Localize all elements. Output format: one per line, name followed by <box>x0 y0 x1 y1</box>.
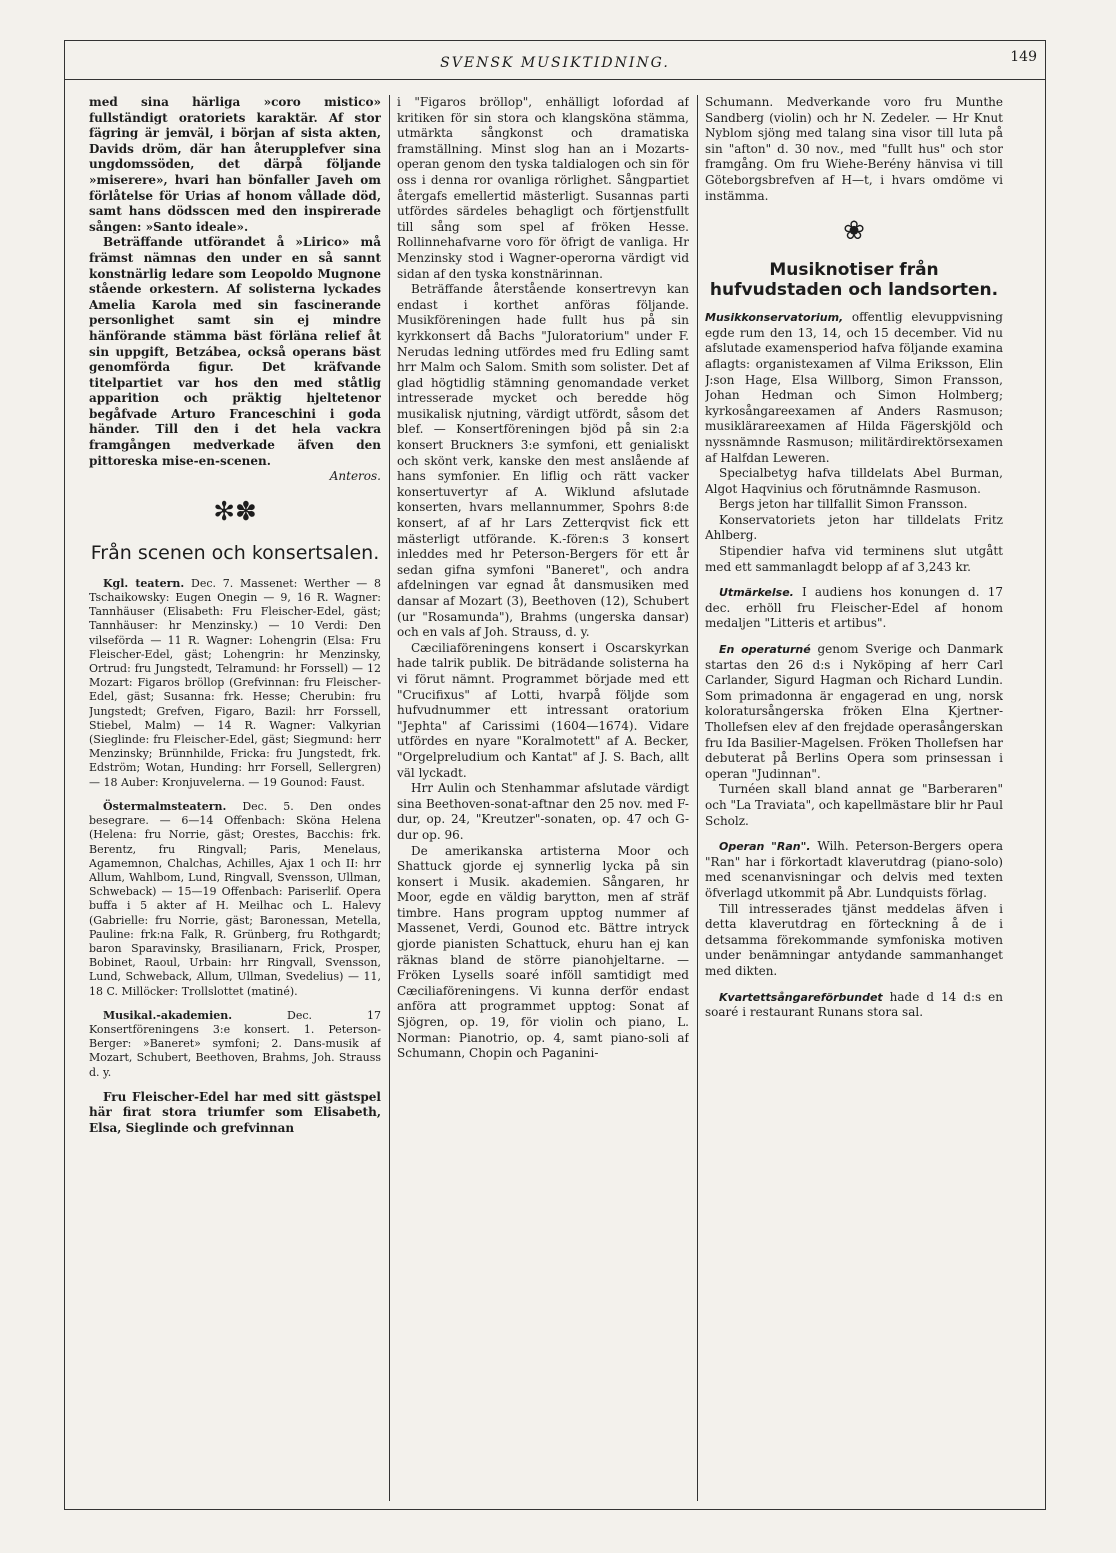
page-number: 149 <box>1010 49 1037 65</box>
article-paragraph: Schumann. Medverkande voro fru Munthe Sandberg (violin) och hr N. Zedeler. — Hr Knut Nyblom sjöng med talang sina visor till luta på sin "afton" d. 30 nov., med "fullt hus" och stor framgång. Om fru Wiehe-Berény hänvisa vi till Göteborgsbrefven af H—t, i hvars omdöme vi instämma. <box>705 95 1003 203</box>
notice-heading: Kvartettsångareförbundet <box>719 990 883 1004</box>
notice-text: offentlig elevuppvisning egde rum den 13, 14, och 15 december. Vid nu afslutade examensperiod hafva följande examina aflagts: organistexamen af Vilma Eriksson, Elin J:son Hage, Elsa Willborg, Simon Fransson, Johan Hedman och Simon Holmberg; kyrkosångareexamen af Anders Rasmuson; musiklärareexamen af Hilda Fägerskjöld och nyssnämnde Rasmuson; militärdirektörsexamen af Halfdan Leweren. <box>705 310 1003 465</box>
header-rule <box>65 79 1045 80</box>
article-paragraph: Stipendier hafva vid terminens slut utgått med ett sammanlagdt belopp af af 3,243 kr. <box>705 544 1003 574</box>
notice-heading: Operan "Ran". <box>719 840 811 854</box>
repertoire-entry <box>89 800 381 999</box>
notice-text: Wilh. Peterson-Bergers opera "Ran" har i förkortadt klaverutdrag (piano-solo) med scenanvisningar och delvis med texten öfverlagd utkommit på Abr. Lundquists förlag. <box>705 839 1003 900</box>
section-heading: Från scenen och konsertsalen. <box>90 541 380 564</box>
notice-entry <box>705 310 1003 466</box>
repertoire-entry <box>89 577 381 790</box>
article-paragraph: Cæciliaföreningens konsert i Oscarskyrkan hade talrik publik. De biträdande solisterna ha vi förut nämnt. Programmet började med ett "Crucifixus" af Lotti, hvarpå följde som hufvudnummer ett intressant oratorium "Jephta" af Carissimi (1604—1674). Vidare utfördes en nyare "Koralmotett" af A. Becker, "Orgelpreludium och Kantat" af J. S. Bach, allt väl lyckadt. <box>397 640 689 780</box>
repertoire-text: Dec. 17 Konsertföreningens 3:e konsert. 1. Peterson-Berger: »Baneret» symfoni; 2. Dans-musik af Mozart, Schubert, Beethoven, Brahms, Joh. Strauss d. y. <box>89 1008 381 1079</box>
opera-review-paragraph: med sina härliga »coro mistico» fullständigt oratoriets karaktär. Af stor fägring är jemväl, i början af sista akten, Davids dröm, där han återupplefver sina ungdomssöden, det därpå följande »miserere», hvari han bönfaller Javeh om förlåtelse för Urias af honom vållade död, samt hans dödsscen med den inspirerade sången: »Santo ideale». <box>89 95 381 234</box>
article-signature: Anteros. <box>329 469 381 484</box>
column-right <box>705 95 1003 1505</box>
notice-entry <box>705 839 1003 901</box>
column-middle <box>397 95 689 1505</box>
column-divider <box>697 95 698 1501</box>
article-paragraph: Konservatoriets jeton har tilldelats Fritz Ahlberg. <box>705 512 1003 543</box>
section-heading: Musiknotiser från hufvudstaden och landsorten. <box>709 260 999 301</box>
notice-heading: En operaturné <box>719 643 811 657</box>
article-paragraph: Turnéen skall bland annat ge "Barberaren" och "La Traviata", och kapellmästare blir hr Paul Scholz. <box>705 782 1003 828</box>
notice-entry <box>705 642 1003 782</box>
notice-text: genom Sverige och Danmark startas den 26 d:s i Nyköping af herr Carl Carlander, Sigurd Hagman och Richard Lundin. Som primadonna är engagerad en ung, norsk koloratursångerska fröken Elna Kjertner-Thollefsen elev af den frejdade operasångerskan fru Ida Basilier-Magelsen. Fröken Thollefsen har debuterat på Berlins Opera som prinsessan i operan "Judinnan". <box>705 642 1003 781</box>
repertoire-text: Dec. 7. Massenet: Werther — 8 Tschaikowsky: Eugen Onegin — 9, 16 R. Wagner: Tannhäuser (Elisabeth: Fru Fleischer-Edel, gäst; Tannhäuser: hr Menzinsky.) — 10 Verdi: Den vilseförda — 11 R. Wagner: Lohengrin (Elsa: Fru Fleischer-Edel, gäst; Lohengrin: hr Menzinsky, Ortrud: fru Jungstedt, Telramund: hr Forssell) — 12 Mozart: Figaros bröllop (Grefvinnan: fru Fleischer-Edel, gäst; Susanna: frk. Hesse; Cherubin: fru Jungstedt; Grefven, Figaro, Bazil: hrr Forssell, Stiebel, Malm) — 14 R. Wagner: Valkyrian (Sieglinde: fru Fleischer-Edel, gäst; Siegmund: herr Menzinsky; Brünnhilde, Fricka: fru Jungstedt, frk. Edström; Wotan, Hunding: hrr Forsell, Sellergren) — 18 Auber: Kronjuvelerna. — 19 Gounod: Faust. <box>89 576 381 789</box>
article-paragraph: Fru Fleischer-Edel har med sitt gästspel här firat stora triumfer som Elisabeth, Elsa, Sieglinde och grefvinnan <box>89 1089 381 1135</box>
newspaper-page <box>64 40 1046 1510</box>
column-divider <box>389 95 390 1501</box>
notice-entry <box>705 585 1003 632</box>
repertoire-entry <box>89 1009 381 1080</box>
article-paragraph: i "Figaros bröllop", enhälligt lofordad af kritiken för sin stora och klangsköna stämma, utmärkta sångkonst och dramatiska framställning. Minst slog han an i Mozarts-operan genom den tyska taldialogen och sin för oss i denna ror ovanliga rörlighet. Sångpartiet återgafs emellertid mästerligt. Susannas parti utfördes särdeles behagligt och förtjenstfullt till sång som spel af fröken Hesse. Rollinnehafvarne voro för öfrigt de vanliga. Hr Menzinsky stod i Wagner-operorna värdigt vid sidan af den tyska konstnärinnan. <box>397 95 689 281</box>
article-paragraph: De amerikanska artisterna Moor och Shattuck gjorde ej synnerlig lycka på sin konsert i Musik. akademien. Sångaren, hr Moor, egde en väldig barytton, men af sträf timbre. Hans program upptog nummer af Massenet, Verdi, Gounod etc. Bättre intryck gjorde pianisten Schattuck, ehuru han ej kan räknas bland de större pianohjeltarne. — Fröken Lysells soaré inföll samtidigt med Cæciliaföreningens. Vi kunna derför endast anföra att programmet upptog: Sonat af Sjögren, op. 19, för violin och piano, L. Norman: Pianotrio, op. 4, samt piano-soli af Schumann, Chopin och Paganini- <box>397 843 689 1061</box>
flower-ornament-icon: ❀ <box>843 216 865 247</box>
opera-review-paragraph: Beträffande utförandet å »Lirico» må främst nämnas den under en så sannt konstnärlig ledare som Leopoldo Mugnone stående orkestern. Af solisterna lyckades Amelia Karola med sin fascinerande personlighet samt sin ej mindre hänförande stämma bäst förläna relief åt sin uppgift, Betzábea, också operans bäst genomförda figur. Det kräfvande titelpartiet var hos den med ståtlig apparition och präktig hjeltetenor begåfvade Arturo Franceschini i goda händer. Till den i det hela vackra framgången medverkade äfven den pittoreska mise-en-scenen. <box>89 235 381 468</box>
article-paragraph: Beträffande återstående konsertrevyn kan endast i korthet anföras följande. Musikföreningen hade fullt hus på sin kyrkkonsert då Bachs "Juloratorium" under F. Nerudas ledning utfördes med fru Edling samt hrr Malm och Salom. Smith som solister. Det af glad högtidlig stämning genomandade verket intresserade mycket och beredde hög musikalisk njutning, värdigt utfördt, såsom det blef. — Konsertföreningen bjöd på sin 2:a konsert Bruckners 3:e symfoni, ett genialiskt och skönt verk, kanske den mest anslående af hans symfonier. En liflig och rätt vacker konsertuvertyr af A. Wiklund afslutade konserten, hvars mellannummer, Spohrs 8:de konsert, af af hr Lars Zetterqvist fick ett mästerligt utförande. K.-fören:s 3 konsert inleddes med hr Peterson-Bergers för ett år sedan gifna symfoni "Baneret", och andra afdelningen var egnad åt dansmusiken med dansar af Mozart (3), Beethoven (12), Schubert (ur "Rosamunda"), Brahms (ungerska dansar) och en vals af Joh. Strauss, d. y. <box>397 282 689 640</box>
notice-entry <box>705 990 1003 1021</box>
notice-heading: Musikkonservatorium, <box>705 311 844 325</box>
notice-heading: Utmärkelse. <box>719 586 794 600</box>
notice-text: hade d 14 d:s en soaré i restaurant Runans stora sal. <box>705 989 1003 1020</box>
column-left <box>89 95 381 1505</box>
theatre-name: Musikal.-akademien. <box>103 1008 233 1022</box>
article-paragraph: Bergs jeton har tillfallit Simon Fransson. <box>719 497 968 512</box>
notice-text: I audiens hos konungen d. 17 dec. erhöll fru Fleischer-Edel af honom medaljen "Litteris et artibus". <box>705 585 1003 631</box>
article-paragraph: Hrr Aulin och Stenhammar afslutade värdigt sina Beethoven-sonat-aftnar den 25 nov. med F-dur, op. 24, "Kreutzer"-sonaten, op. 47 och G-dur op. 96. <box>397 781 689 842</box>
theatre-name: Kgl. teatern. <box>103 576 185 590</box>
running-header-title: SVENSK MUSIKTIDNING. <box>440 55 670 71</box>
article-paragraph: Specialbetyg hafva tilldelats Abel Burman, Algot Haqvinius och förutnämnde Rasmuson. <box>705 466 1003 496</box>
article-paragraph: Till intresserades tjänst meddelas äfven i detta klaverutdrag en förteckning å de i detsamma förekommande symfoniska motiven under benämningar antydande sammanhanget med dikten. <box>705 901 1003 978</box>
flower-ornament-icon: ✻✽ <box>213 496 257 527</box>
repertoire-text: Dec. 5. Den ondes besegrare. — 6—14 Offenbach: Sköna Helena (Helena: fru Norrie, gäst; Orestes, Bacchis: frk. Berentz, fru Ringvall; Paris, Menelaus, Agamemnon, Chalchas, Achilles, Ajax 1 och II: hrr Allum, Wahlbom, Lund, Ringvall, Svensson, Ullman, Schweback) — 15—19 Offenbach: Pariserlif. Opera buffa i 5 akter af H. Meilhac och L. Halevy (Gabrielle: fru Norrie, gäst; Baronessan, Metella, Pauline: frk:na Falk, R. Grünberg, fru Rothgardt; baron Sparavinsky, Brasilianarn, Frick, Prosper, Bobinet, Raoul, Urbain: hrr Ringvall, Svensson, Lund, Schweback, Allum, Ullman, Svedelius) — 11, 18 C. Millöcker: Trollslottet (matiné). <box>89 799 381 998</box>
theatre-name: Östermalmsteatern. <box>103 799 227 813</box>
